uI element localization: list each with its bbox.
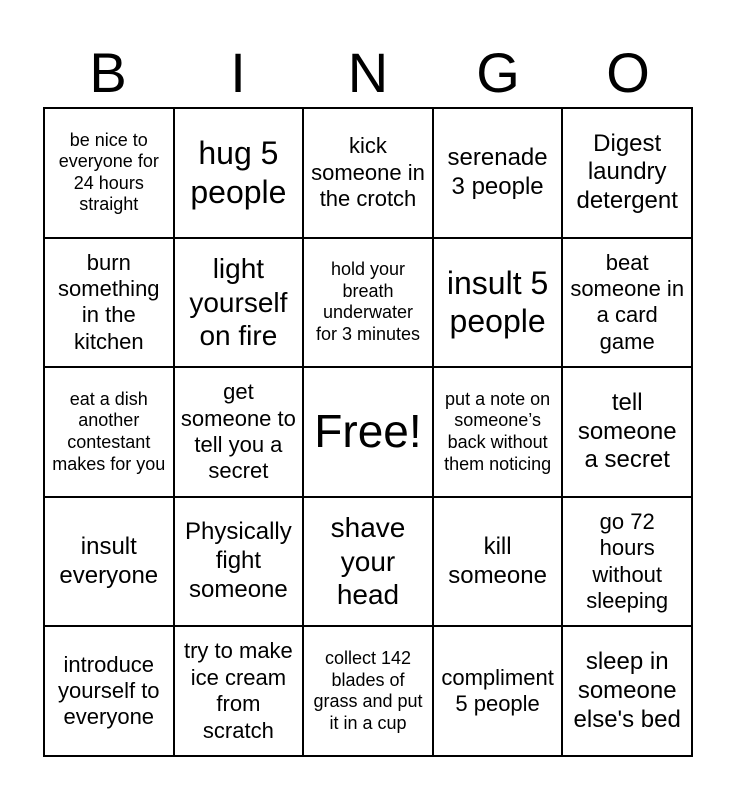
header-letter-i: I (230, 41, 246, 104)
bingo-cell: kick someone in the crotch (303, 108, 433, 238)
bingo-grid (43, 107, 693, 757)
header-letter-o: O (606, 41, 650, 104)
header-letter-n: N (347, 41, 389, 104)
bingo-cell: Physically fight someone (174, 497, 304, 627)
bingo-cell: sleep in someone else's bed (562, 626, 692, 756)
bingo-cell: serenade 3 people (433, 108, 563, 238)
free-space-cell: Free! (303, 367, 433, 497)
bingo-cell: try to make ice cream from scratch (174, 626, 304, 756)
header-letter-g: G (476, 41, 520, 104)
bingo-cell: tell someone a secret (562, 367, 692, 497)
bingo-cell: hug 5 people (174, 108, 304, 238)
bingo-cell: put a note on someone’s back without them noticing (433, 367, 563, 497)
bingo-cell: collect 142 blades of grass and put it in a cup (303, 626, 433, 756)
bingo-cell: insult everyone (44, 497, 174, 627)
bingo-cell: light yourself on fire (174, 238, 304, 368)
bingo-cell: shave your head (303, 497, 433, 627)
bingo-header (43, 38, 693, 108)
bingo-cell: burn something in the kitchen (44, 238, 174, 368)
bingo-cell: go 72 hours without sleeping (562, 497, 692, 627)
bingo-cell: eat a dish another contestant makes for you (44, 367, 174, 497)
bingo-cell: get someone to tell you a secret (174, 367, 304, 497)
bingo-cell: hold your breath underwater for 3 minutes (303, 238, 433, 368)
bingo-cell: be nice to everyone for 24 hours straight (44, 108, 174, 238)
bingo-cell: insult 5 people (433, 238, 563, 368)
header-letter-b: B (89, 41, 127, 104)
bingo-cell: beat someone in a card game (562, 238, 692, 368)
bingo-cell: kill someone (433, 497, 563, 627)
bingo-cell: introduce yourself to everyone (44, 626, 174, 756)
bingo-cell: compliment 5 people (433, 626, 563, 756)
bingo-cell: Digest laundry detergent (562, 108, 692, 238)
